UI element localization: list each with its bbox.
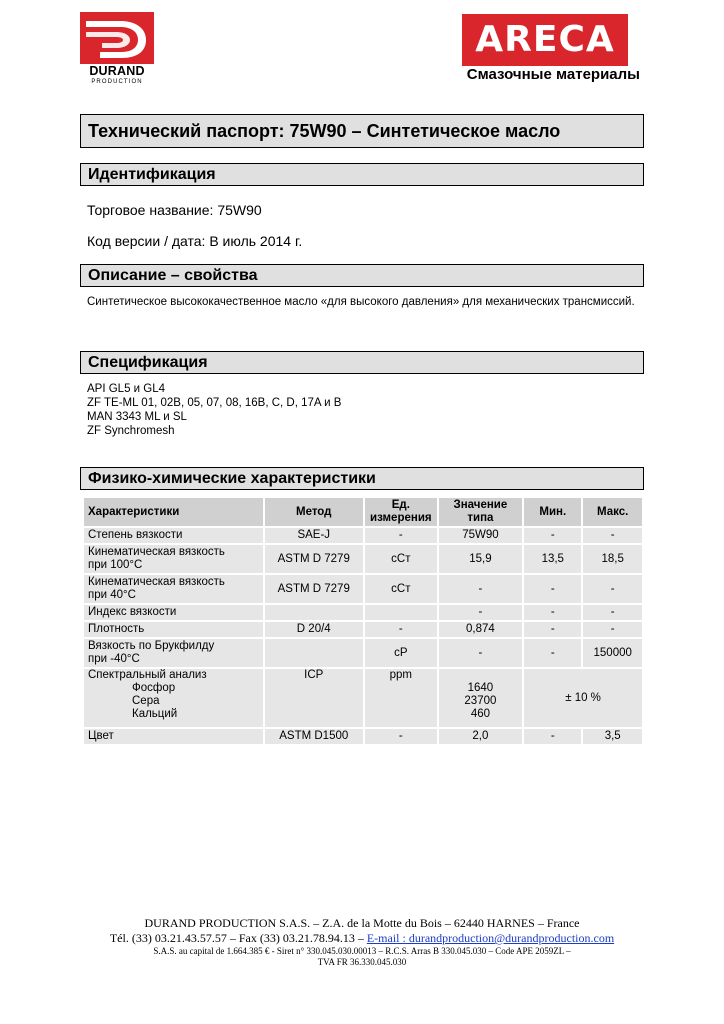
durand-logo-mark: [80, 12, 154, 64]
cell-tolerance: ± 10 %: [524, 669, 642, 727]
table-row: [84, 729, 642, 744]
trade-name: Торговое название: 75W90: [87, 202, 262, 218]
cell-unit: -: [365, 528, 437, 543]
col-header-max: Макс.: [583, 498, 642, 526]
cell-typical: 75W90: [439, 528, 522, 543]
cell-typical: 15,9: [439, 545, 522, 573]
cell-characteristic: Кинематическая вязкость при 40°C: [84, 575, 263, 603]
spectral-element: Фосфор: [132, 682, 176, 694]
table-row: [84, 528, 642, 543]
cell-unit: [365, 605, 437, 620]
table-header-row: [84, 498, 642, 526]
footer-email-link[interactable]: E-mail : durandproduction@durandproduction.com: [366, 931, 615, 945]
cell-method: ASTM D1500: [265, 729, 363, 744]
cell-min: -: [524, 605, 581, 620]
footer-contact: [62, 931, 662, 946]
cell-method: ICP: [265, 669, 363, 727]
durand-logo: [80, 12, 154, 88]
cell-typical: 2,0: [439, 729, 522, 744]
table-row: [84, 622, 642, 637]
cell-typical: 0,874: [439, 622, 522, 637]
cell-max: -: [583, 605, 642, 620]
footer-address: DURAND PRODUCTION S.A.S. – Z.A. de la Motte du Bois – 62440 HARNES – France: [144, 916, 580, 930]
footer-legal: [62, 946, 662, 968]
durand-swoosh-icon: [80, 12, 154, 64]
cell-max: -: [583, 622, 642, 637]
cell-min: -: [524, 622, 581, 637]
areca-logo-text: ARECA: [475, 19, 615, 60]
col-header-characteristic: Характеристики: [84, 498, 263, 526]
cell-max: 150000: [583, 639, 642, 667]
col-header-unit: Ед. измерения: [365, 498, 437, 526]
spec-item: ZF TE-ML 01, 02B, 05, 07, 08, 16B, C, D, 17A и B: [87, 397, 342, 409]
cell-min: -: [524, 575, 581, 603]
cell-typical: -: [439, 575, 522, 603]
cell-unit: -: [365, 729, 437, 744]
table-row: [84, 605, 642, 620]
cell-max: -: [583, 575, 642, 603]
areca-logo: [462, 14, 628, 66]
section-specification-heading: Спецификация: [80, 351, 644, 374]
col-header-min: Мин.: [524, 498, 581, 526]
cell-unit: cP: [365, 639, 437, 667]
cell-max: -: [583, 528, 642, 543]
col-header-method: Метод: [265, 498, 363, 526]
cell-characteristic: Кинематическая вязкость при 100°C: [84, 545, 263, 573]
cell-unit: -: [365, 622, 437, 637]
cell-characteristic: Степень вязкости: [84, 528, 263, 543]
specification-list: [87, 382, 341, 438]
description-text: Синтетическое высококачественное масло «для высокого давления» для механических трансмиссий.: [87, 296, 635, 308]
col-header-typical: Значение типа: [439, 498, 522, 526]
spectral-name: Спектральный анализ: [88, 669, 207, 681]
version-date: Код версии / дата: В июль 2014 г.: [87, 233, 303, 249]
spectral-value: 1640: [467, 682, 494, 694]
cell-method: SAE-J: [265, 528, 363, 543]
cell-min: 13,5: [524, 545, 581, 573]
cell-min: -: [524, 729, 581, 744]
cell-unit: сСт: [365, 575, 437, 603]
cell-typical: [439, 669, 522, 727]
cell-method: [265, 605, 363, 620]
physchem-table: [82, 496, 644, 746]
section-description-heading: Описание – свойства: [80, 264, 644, 287]
cell-method: ASTM D 7279: [265, 545, 363, 573]
table-row: [84, 545, 642, 573]
cell-characteristic: Плотность: [84, 622, 263, 637]
cell-method: [265, 639, 363, 667]
cell-typical: -: [439, 605, 522, 620]
spec-item: ZF Synchromesh: [87, 425, 175, 437]
cell-typical: -: [439, 639, 522, 667]
spectral-value: 23700: [464, 695, 497, 707]
section-physchem-heading: Физико-химические характеристики: [80, 467, 644, 490]
spec-item: API GL5 и GL4: [87, 383, 166, 395]
cell-method: D 20/4: [265, 622, 363, 637]
table-row-spectral: [84, 669, 642, 727]
table-row: [84, 639, 642, 667]
footer-vat-line: TVA FR 36.330.045.030: [317, 957, 407, 967]
spec-item: MAN 3343 ML и SL: [87, 411, 187, 423]
durand-logo-name: DURAND: [89, 64, 145, 78]
cell-max: 18,5: [583, 545, 642, 573]
areca-tagline: Смазочные материалы: [466, 66, 640, 83]
cell-method: ASTM D 7279: [265, 575, 363, 603]
footer-legal-line: S.A.S. au capital de 1.664.385 € - Siret n° 330.045.030.00013 – R.C.S. Arras B 330.045.030 – Code APE 2059ZL –: [153, 946, 571, 956]
cell-min: -: [524, 528, 581, 543]
document-title: Технический паспорт: 75W90 – Синтетическое масло: [80, 114, 644, 148]
footer-phone-fax: Tél. (33) 03.21.43.57.57 – Fax (33) 03.21.78.94.13 –: [109, 931, 367, 945]
cell-max: 3,5: [583, 729, 642, 744]
spectral-element: Кальций: [132, 708, 178, 720]
spectral-value: 460: [470, 708, 490, 720]
cell-characteristic: Цвет: [84, 729, 263, 744]
cell-unit: сСт: [365, 545, 437, 573]
cell-unit: ppm: [365, 669, 437, 727]
section-identification-heading: Идентификация: [80, 163, 644, 186]
cell-characteristic: Вязкость по Брукфилду при -40°C: [84, 639, 263, 667]
cell-min: -: [524, 639, 581, 667]
spectral-element: Сера: [132, 695, 160, 707]
cell-characteristic: Индекс вязкости: [84, 605, 263, 620]
cell-characteristic: [84, 669, 263, 727]
table-row: [84, 575, 642, 603]
durand-logo-subtitle: PRODUCTION: [91, 79, 143, 85]
